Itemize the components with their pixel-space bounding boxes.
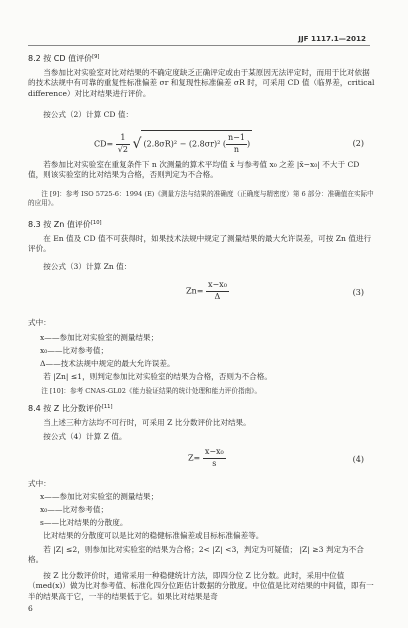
section-8-3-title: 8.3 按 Zn 值评价 bbox=[28, 220, 91, 229]
formula-3-num: x−x₀ bbox=[207, 280, 227, 289]
formula-4-den: s bbox=[203, 458, 226, 470]
section-8-2-ref: [9] bbox=[92, 54, 100, 60]
section-8-2-para-1: 当参加比对实验室对比对结果的不确定度缺乏正确评定或由于某原因无法评定时，而用于比对依据的技术法规中有可靠的重复性标准偏差 σr 和复现性标准偏差 σR 时，可采用 CD 值（临界差，critical difference）对比对结果进行评价。 bbox=[28, 68, 375, 98]
formula-4-num: x−x₀ bbox=[204, 447, 224, 456]
section-8-2-heading bbox=[28, 54, 99, 65]
formula-3-lhs: Zn= bbox=[186, 286, 204, 296]
section-8-4-ref: [11] bbox=[101, 404, 113, 410]
section-8-4-para-1: 当上述三种方法均不可行时，可采用 Z 比分数评价比对结果。 bbox=[43, 418, 251, 427]
section-8-3-heading bbox=[28, 220, 102, 231]
eq-number-4: (4) bbox=[352, 455, 364, 464]
def-4-s: s——比对结果的分散度。 bbox=[40, 518, 128, 527]
formula-2-lhs: CD= bbox=[94, 139, 114, 149]
def-4-x: x——参加比对实验室的测量结果； bbox=[40, 492, 159, 501]
section-8-4-para-3: 比对结果的分散度可以是比对的稳健标准偏差或目标标准偏差等。 bbox=[43, 531, 264, 540]
standard-code-header: JJF 1117.1—2012 bbox=[298, 34, 366, 43]
section-8-4-para-2: 按公式（4）计算 Z 值。 bbox=[43, 432, 127, 441]
section-8-2-para-2: 按公式（2）计算 CD 值： bbox=[43, 110, 134, 119]
sqrt-icon: √ bbox=[132, 135, 142, 152]
eq-number-3: (3) bbox=[352, 288, 364, 297]
section-8-3-para-3: 若 |Zn| ≤1，则判定参加比对实验室的结果为合格，否则为不合格。 bbox=[43, 372, 272, 381]
formula-2-frac-den: √2 bbox=[117, 144, 128, 154]
formula-3 bbox=[186, 280, 229, 303]
section-8-3-para-2: 按公式（3）计算 Zn 值： bbox=[43, 262, 132, 271]
def-3-x0: x₀——比对参考值； bbox=[40, 346, 109, 355]
section-8-3-para-1: 在 En 值及 CD 值不可获得时，如果技术法规中规定了测量结果的最大允许误差，可按 Zn 值进行评价。 bbox=[28, 234, 372, 254]
formula-2-inner-den: n bbox=[226, 144, 247, 156]
section-8-4-title: 8.4 按 Z 比分数评价 bbox=[28, 404, 102, 413]
where-label-4: 式中： bbox=[28, 479, 51, 488]
formula-4-lhs: Z= bbox=[188, 453, 201, 463]
section-8-4-heading bbox=[28, 404, 113, 415]
where-label-3: 式中： bbox=[28, 318, 51, 327]
section-8-2-para-3: 若参加比对实验室在重复条件下 n 次测量的算术平均值 x̄ 与参考值 x₀ 之差 |x̄−x₀| 不大于 CD 值，则该实验室的比对结果为合格，否则判定为不合格。 bbox=[28, 160, 360, 180]
def-3-x: x——参加比对实验室的测量结果； bbox=[40, 333, 159, 342]
formula-2-frac-num: 1 bbox=[120, 133, 126, 142]
section-8-4-para-5: 按 Z 比分数评价时，通常采用一种稳健统计方法，即四分位 Z 比分数。此时，采用中位值（med(x)）做为比对参考值、标准化四分位距估计数据的分散度。中位值是比对结果的中间值，即有一半的结果高于它，一半的结果低于它。如果比对结果是奇 bbox=[28, 571, 374, 601]
page-number: 6 bbox=[28, 604, 33, 613]
formula-2-inner-num: n−1 bbox=[228, 133, 245, 142]
def-3-delta: Δ——技术法规中规定的最大允许误差。 bbox=[40, 359, 175, 368]
formula-3-den: Δ bbox=[206, 291, 229, 303]
def-4-x0: x₀——比对参考值； bbox=[40, 505, 109, 514]
formula-2: CD= $\frac{1}{√2}$ √ (2.8σR)² − (2.8σr)² ( $\frac{n-1}{n}$ ) bbox=[94, 130, 252, 156]
eq-number-2: (2) bbox=[352, 139, 364, 148]
section-8-4-para-4: 若 |Z| ≤2，则参加比对实验室的结果为合格；2< |Z| <3，判定为可疑值； |Z| ≥3 判定为不合格。 bbox=[28, 545, 364, 565]
formula-2-body: (2.8σR)² − (2.8σr)² bbox=[143, 139, 221, 149]
formula-4 bbox=[188, 447, 226, 470]
note-9: 注 [9]：参考 ISO 5725-6：1994 (E)《测量方法与结果的准确度（正确度与精密度）第 6 部分：准确值在实际中的应用》。 bbox=[28, 190, 374, 207]
section-8-2-title: 8.2 按 CD 值评价 bbox=[28, 54, 93, 63]
note-10: 注 [10]：参考 CNAS-GL02《能力验证结果的统计处理和能力评价指南》。 bbox=[41, 387, 262, 395]
section-8-3-ref: [10] bbox=[90, 220, 102, 226]
header-rule bbox=[28, 45, 370, 46]
